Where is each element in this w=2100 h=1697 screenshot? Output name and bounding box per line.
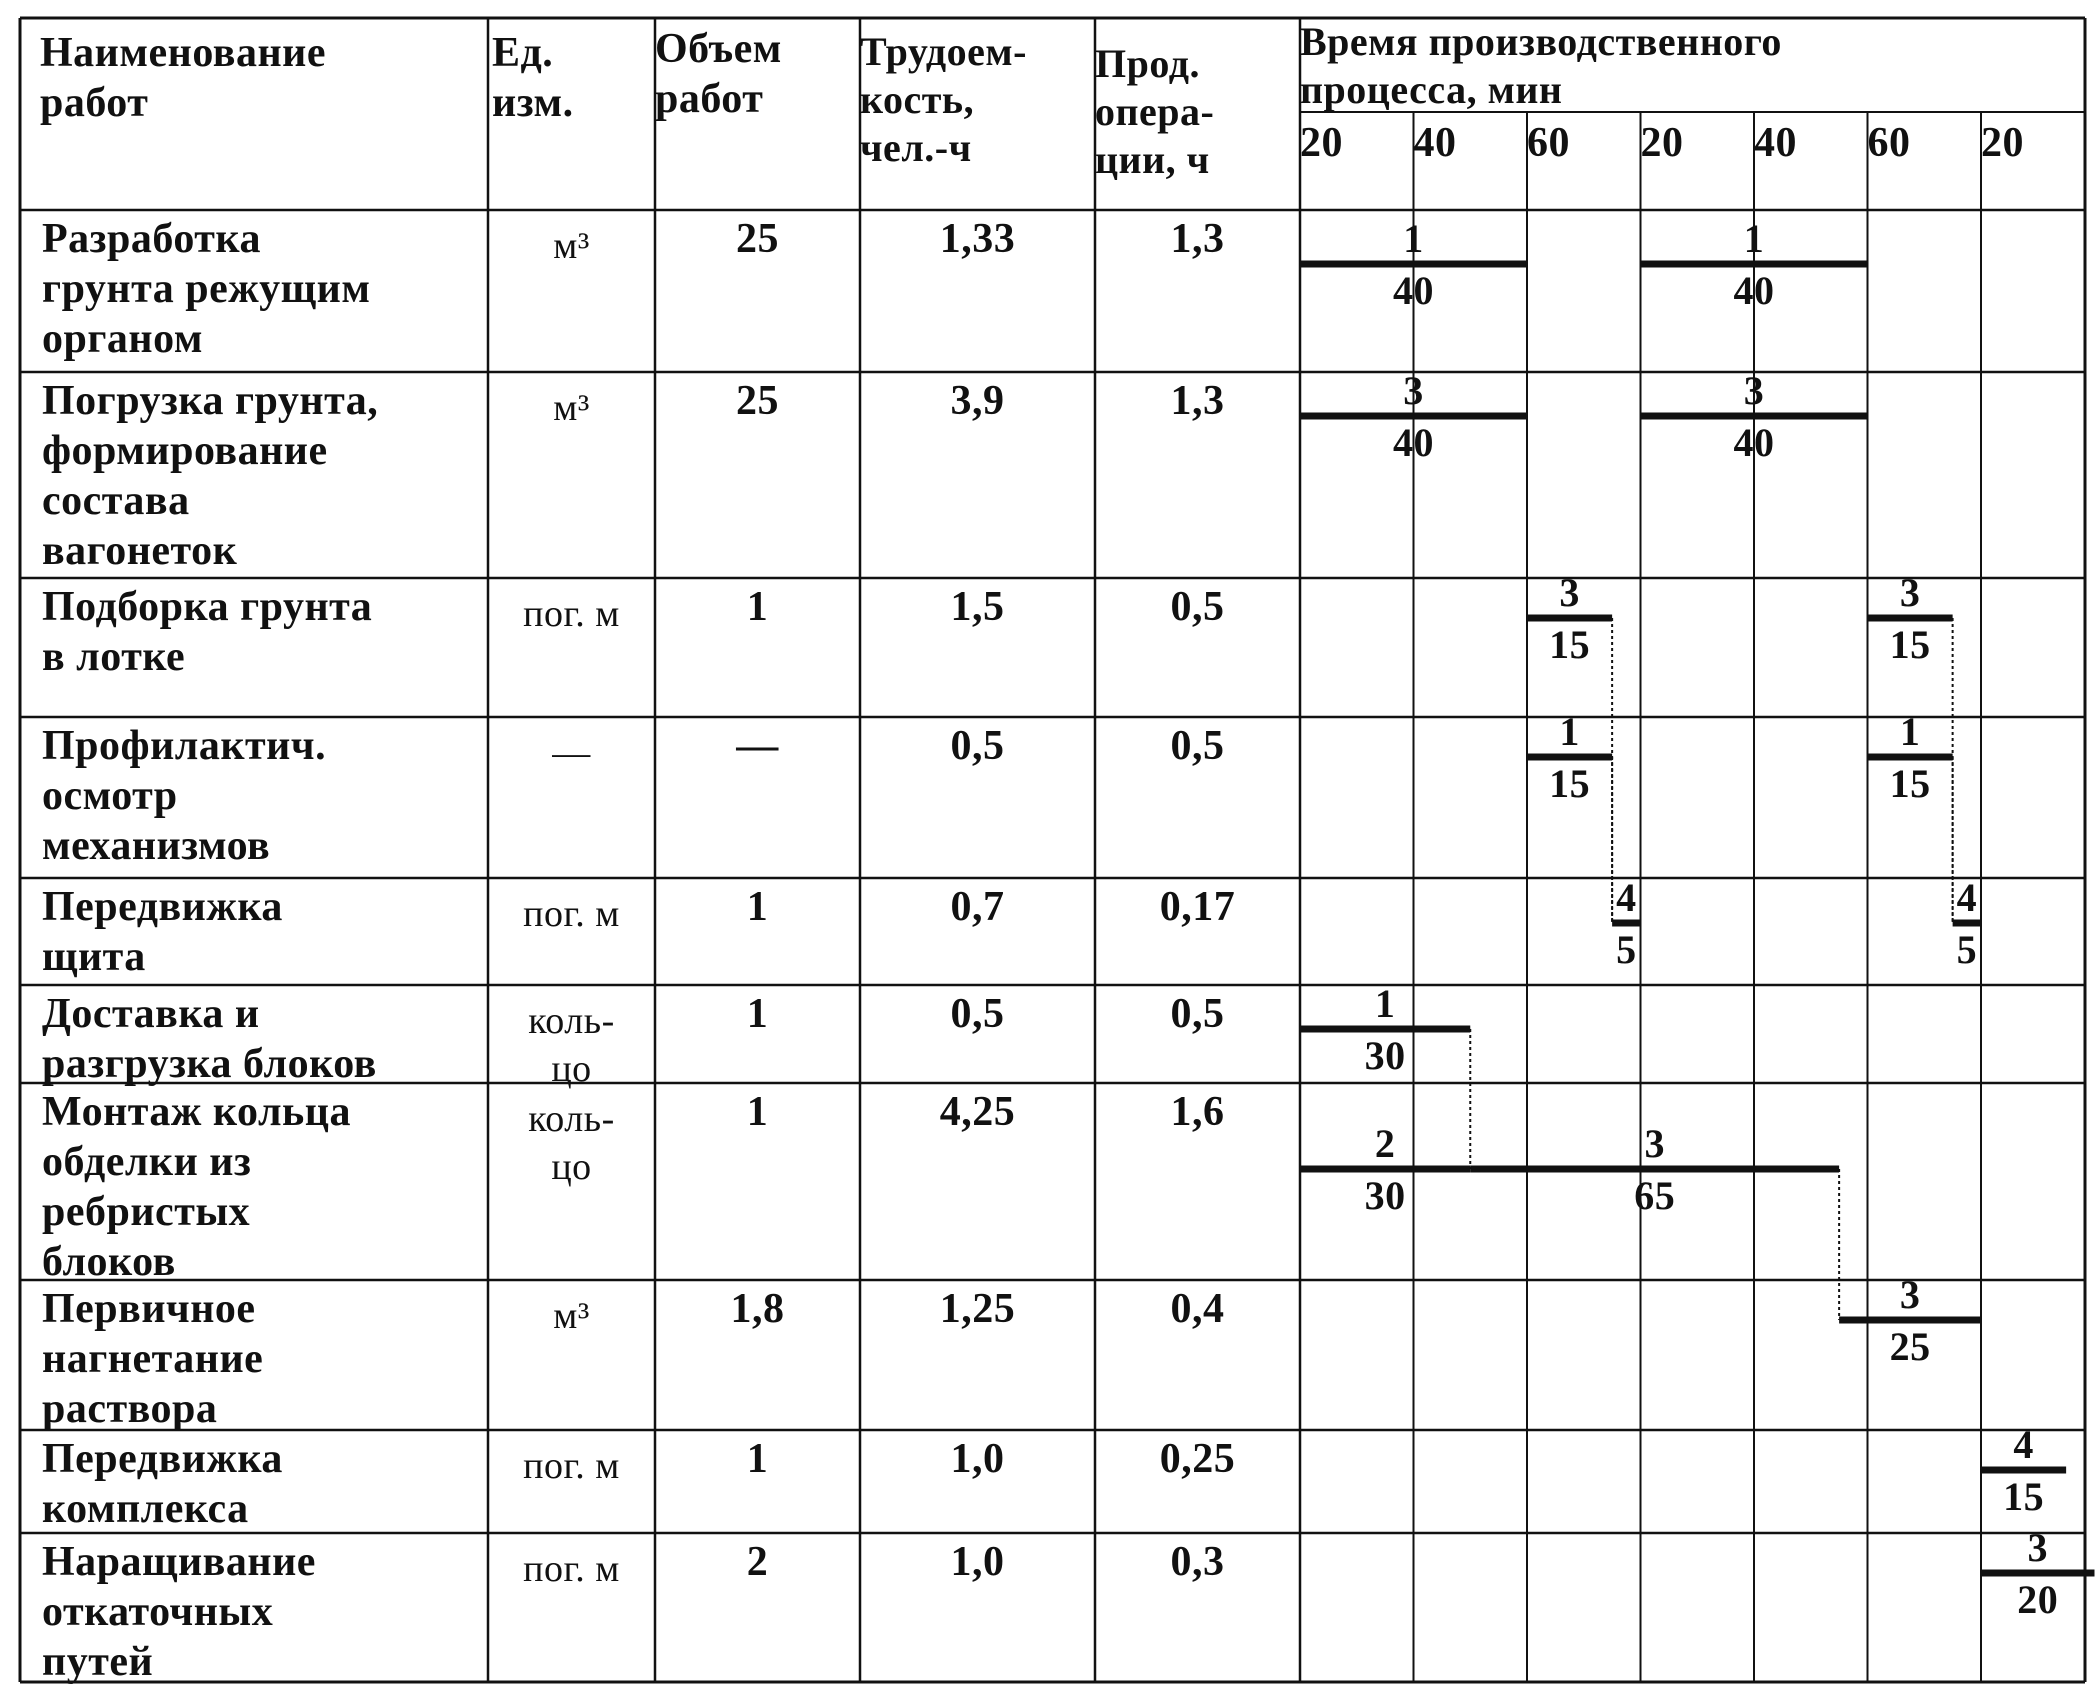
- work-labor: 0,5: [950, 723, 1005, 769]
- bar-workers-label: 4: [2013, 1422, 2034, 1467]
- work-volume: 1: [746, 1436, 769, 1482]
- work-labor: 4,25: [939, 1089, 1016, 1135]
- work-duration: 0,25: [1159, 1436, 1236, 1482]
- work-name: Монтаж кольца обделки из ребристых блоков: [42, 1089, 351, 1285]
- bar-minutes-label: 40: [1393, 420, 1434, 465]
- work-name: Наращивание откаточных путей: [42, 1539, 316, 1685]
- bar-workers-label: 3: [1899, 1272, 1921, 1317]
- work-duration: 0,5: [1170, 723, 1225, 769]
- bar-workers-label: 1: [1899, 709, 1921, 754]
- work-unit: м³: [553, 387, 590, 429]
- work-volume: 1,8: [730, 1286, 785, 1332]
- bar-workers-label: 3: [1644, 1121, 1665, 1166]
- bar-minutes-label: 15: [1889, 622, 1931, 667]
- bar-workers-label: 3: [1559, 570, 1580, 615]
- work-name: Доставка и разгрузка блоков: [42, 991, 377, 1087]
- bar-workers-label: 1: [1374, 981, 1396, 1026]
- bar-minutes-label: 30: [1364, 1173, 1406, 1218]
- work-volume: 1: [746, 884, 769, 930]
- bar-minutes-label: 25: [1889, 1324, 1931, 1369]
- work-name: Передвижка комплекса: [42, 1436, 283, 1532]
- bar-workers-label: 1: [1403, 216, 1424, 261]
- bar-minutes-label: 65: [1634, 1173, 1676, 1218]
- work-volume: 1: [746, 1089, 769, 1135]
- time-column-label: 20: [1640, 120, 1684, 166]
- work-duration: 1,6: [1170, 1089, 1225, 1135]
- work-name: Первичное нагнетание раствора: [42, 1286, 264, 1432]
- work-duration: 1,3: [1170, 216, 1225, 262]
- bar-workers-label: 3: [1743, 368, 1765, 413]
- work-volume: 25: [736, 378, 779, 424]
- work-duration: 1,3: [1170, 378, 1225, 424]
- work-labor: 1,0: [950, 1436, 1005, 1482]
- work-unit: коль- цо: [528, 1000, 615, 1090]
- bar-workers-label: 2: [1374, 1121, 1396, 1166]
- work-labor: 0,5: [950, 991, 1005, 1037]
- bar-workers-label: 4: [1956, 875, 1978, 920]
- work-labor: 1,0: [950, 1539, 1005, 1585]
- time-column-label: 20: [1981, 120, 2024, 166]
- bar-workers-label: 1: [1559, 709, 1580, 754]
- header-work-name: Наименование работ: [40, 30, 326, 126]
- work-name: Погрузка грунта, формирование состава вагонеток: [42, 378, 379, 574]
- work-unit: м³: [553, 1295, 590, 1337]
- time-column-label: 20: [1300, 120, 1343, 166]
- bar-minutes-label: 15: [2003, 1474, 2045, 1519]
- work-unit: —: [552, 732, 591, 774]
- header-time-title: Время производственного процесса, мин: [1300, 19, 1782, 112]
- work-duration: 0,17: [1159, 884, 1236, 930]
- work-duration: 0,3: [1170, 1539, 1225, 1585]
- work-volume: 1: [746, 584, 769, 630]
- bar-workers-label: 4: [1616, 875, 1637, 920]
- bar-minutes-label: 20: [2017, 1577, 2059, 1622]
- time-column-label: 40: [1413, 120, 1457, 166]
- work-name: Подборка грунта в лотке: [42, 584, 373, 680]
- work-unit: коль- цо: [528, 1098, 615, 1188]
- header-labor: Трудоем- кость, чел.-ч: [860, 29, 1027, 170]
- work-duration: 0,5: [1170, 991, 1225, 1037]
- work-duration: 0,5: [1170, 584, 1225, 630]
- work-labor: 1,33: [939, 216, 1016, 262]
- work-unit: пог. м: [523, 593, 620, 635]
- work-volume: 2: [746, 1539, 769, 1585]
- work-unit: пог. м: [523, 1445, 620, 1487]
- work-duration: 0,4: [1170, 1286, 1225, 1332]
- bar-minutes-label: 40: [1733, 268, 1775, 313]
- work-volume: 25: [736, 216, 779, 262]
- header-duration: Прод. опера- ции, ч: [1095, 41, 1215, 182]
- work-volume: 1: [746, 991, 769, 1037]
- work-volume: —: [736, 723, 779, 769]
- header-unit: Ед. изм.: [492, 30, 574, 126]
- work-unit: м³: [553, 225, 590, 267]
- bar-workers-label: 1: [1743, 216, 1765, 261]
- bar-minutes-label: 15: [1549, 761, 1591, 806]
- time-column-label: 60: [1527, 120, 1570, 166]
- bar-minutes-label: 40: [1733, 420, 1775, 465]
- bar-minutes-label: 15: [1549, 622, 1591, 667]
- work-name: Профилактич. осмотр механизмов: [42, 723, 327, 869]
- bar-minutes-label: 5: [1956, 927, 1978, 972]
- work-name: Передвижка щита: [42, 884, 283, 980]
- work-labor: 1,5: [950, 584, 1005, 630]
- work-labor: 3,9: [950, 378, 1005, 424]
- work-name: Разработка грунта режущим органом: [42, 216, 371, 362]
- bar-minutes-label: 5: [1616, 927, 1637, 972]
- time-column-label: 60: [1867, 120, 1911, 166]
- bar-workers-label: 3: [1899, 570, 1921, 615]
- time-column-label: 40: [1754, 120, 1797, 166]
- work-unit: пог. м: [523, 893, 620, 935]
- bar-minutes-label: 15: [1889, 761, 1931, 806]
- work-unit: пог. м: [523, 1548, 620, 1590]
- bar-workers-label: 3: [2027, 1525, 2048, 1570]
- work-labor: 0,7: [950, 884, 1005, 930]
- bar-minutes-label: 30: [1364, 1033, 1406, 1078]
- bar-minutes-label: 40: [1393, 268, 1434, 313]
- header-volume: Объем работ: [655, 26, 782, 122]
- bar-workers-label: 3: [1403, 368, 1424, 413]
- work-labor: 1,25: [939, 1286, 1016, 1332]
